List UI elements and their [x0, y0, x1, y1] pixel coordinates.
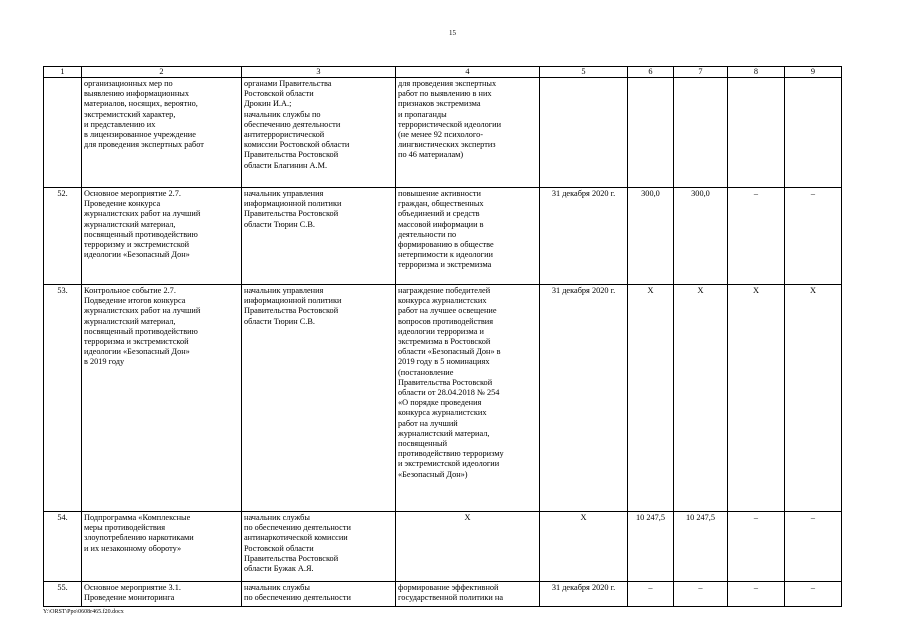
table-row: [44, 188, 842, 285]
value-cell: [628, 78, 674, 188]
activity-cell: Основное мероприятие 3.1. Проведение мониторинга: [82, 582, 242, 607]
value-cell: X: [674, 285, 728, 512]
deadline-cell: 31 декабря 2020 г.: [540, 285, 628, 512]
deadline-cell: [540, 78, 628, 188]
table-row: [44, 582, 842, 607]
row-number: 55.: [44, 582, 82, 607]
result-cell: награждение победителей конкурса журналистских работ на лучшее освещение вопросов противодействия идеологии терроризма и экстремизма в Ростовской области «Безопасный Дон» в 2019 году в 5 номинациях (постановление Правительства Ростовской области от 28.04.2018 № 254 «О порядке проведения конкурса журналистских работ на лучший журналистский материал, посвященный противодействию терроризму и экстремистской идеологии «Безопасный Дон»): [396, 285, 540, 512]
responsible-cell: начальник управления информационной политики Правительства Ростовской области Тюрин С.В.: [242, 285, 396, 512]
value-cell: –: [785, 582, 842, 607]
responsible-cell: начальник управления информационной политики Правительства Ростовской области Тюрин С.В.: [242, 188, 396, 285]
value-cell: [674, 78, 728, 188]
table-row: [44, 78, 842, 188]
column-header: 7: [674, 67, 728, 78]
deadline-cell: 31 декабря 2020 г.: [540, 188, 628, 285]
value-cell: X: [785, 285, 842, 512]
plan-table: [43, 66, 842, 607]
value-cell: –: [785, 512, 842, 582]
value-cell: 300,0: [674, 188, 728, 285]
value-cell: –: [728, 582, 785, 607]
column-number-row: [44, 67, 842, 78]
value-cell: 300,0: [628, 188, 674, 285]
result-cell: повышение активности граждан, общественных объединений и средств массовой информации в деятельности по формированию в обществе нетерпимости к идеологии терроризма и экстремизма: [396, 188, 540, 285]
table-row: [44, 285, 842, 512]
column-header: 3: [242, 67, 396, 78]
deadline-cell: 31 декабря 2020 г.: [540, 582, 628, 607]
row-number: 53.: [44, 285, 82, 512]
column-header: 1: [44, 67, 82, 78]
value-cell: 10 247,5: [674, 512, 728, 582]
value-cell: –: [728, 188, 785, 285]
page-number: 15: [449, 29, 456, 37]
value-cell: X: [728, 285, 785, 512]
value-cell: 10 247,5: [628, 512, 674, 582]
result-cell: формирование эффективной государственной политики на: [396, 582, 540, 607]
activity-cell: организационных мер по выявлению информационных материалов, носящих, вероятно, экстремистский характер, и представлению их в лицензированное учреждение для проведения экспертных работ: [82, 78, 242, 188]
file-path-footer: Y:\ORST\Ppo\0608r465.f20.docx: [43, 609, 124, 615]
value-cell: –: [674, 582, 728, 607]
value-cell: –: [628, 582, 674, 607]
responsible-cell: начальник службы по обеспечению деятельности антинаркотической комиссии Ростовской области Правительства Ростовской области Бужак А.Я.: [242, 512, 396, 582]
value-cell: [728, 78, 785, 188]
responsible-cell: органами Правительства Ростовской области Дрокин И.А.; начальник службы по обеспечению деятельности антитеррористической комиссии Ростовской области Правительства Ростовской области Благинин А.М.: [242, 78, 396, 188]
activity-cell: Основное мероприятие 2.7. Проведение конкурса журналистских работ на лучший журналистский материал, посвященный противодействию терроризму и экстремистской идеологии «Безопасный Дон»: [82, 188, 242, 285]
activity-cell: Контрольное событие 2.7. Подведение итогов конкурса журналистских работ на лучший журналистский материал, посвященный противодействию терроризма и экстремистской идеологии «Безопасный Дон» в 2019 году: [82, 285, 242, 512]
column-header: 6: [628, 67, 674, 78]
value-cell: [785, 78, 842, 188]
column-header: 8: [728, 67, 785, 78]
deadline-cell: X: [540, 512, 628, 582]
column-header: 9: [785, 67, 842, 78]
activity-cell: Подпрограмма «Комплексные меры противодействия злоупотреблению наркотиками и их незаконному обороту»: [82, 512, 242, 582]
responsible-cell: начальник службы по обеспечению деятельности: [242, 582, 396, 607]
column-header: 2: [82, 67, 242, 78]
row-number: 52.: [44, 188, 82, 285]
table-row: [44, 512, 842, 582]
column-header: 5: [540, 67, 628, 78]
value-cell: X: [628, 285, 674, 512]
result-cell: X: [396, 512, 540, 582]
result-cell: для проведения экспертных работ по выявлению в них признаков экстремизма и пропаганды террористической идеологии (не менее 92 психолого- лингвистических экспертиз по 46 материалам): [396, 78, 540, 188]
row-number: [44, 78, 82, 188]
row-number: 54.: [44, 512, 82, 582]
value-cell: –: [785, 188, 842, 285]
value-cell: –: [728, 512, 785, 582]
column-header: 4: [396, 67, 540, 78]
